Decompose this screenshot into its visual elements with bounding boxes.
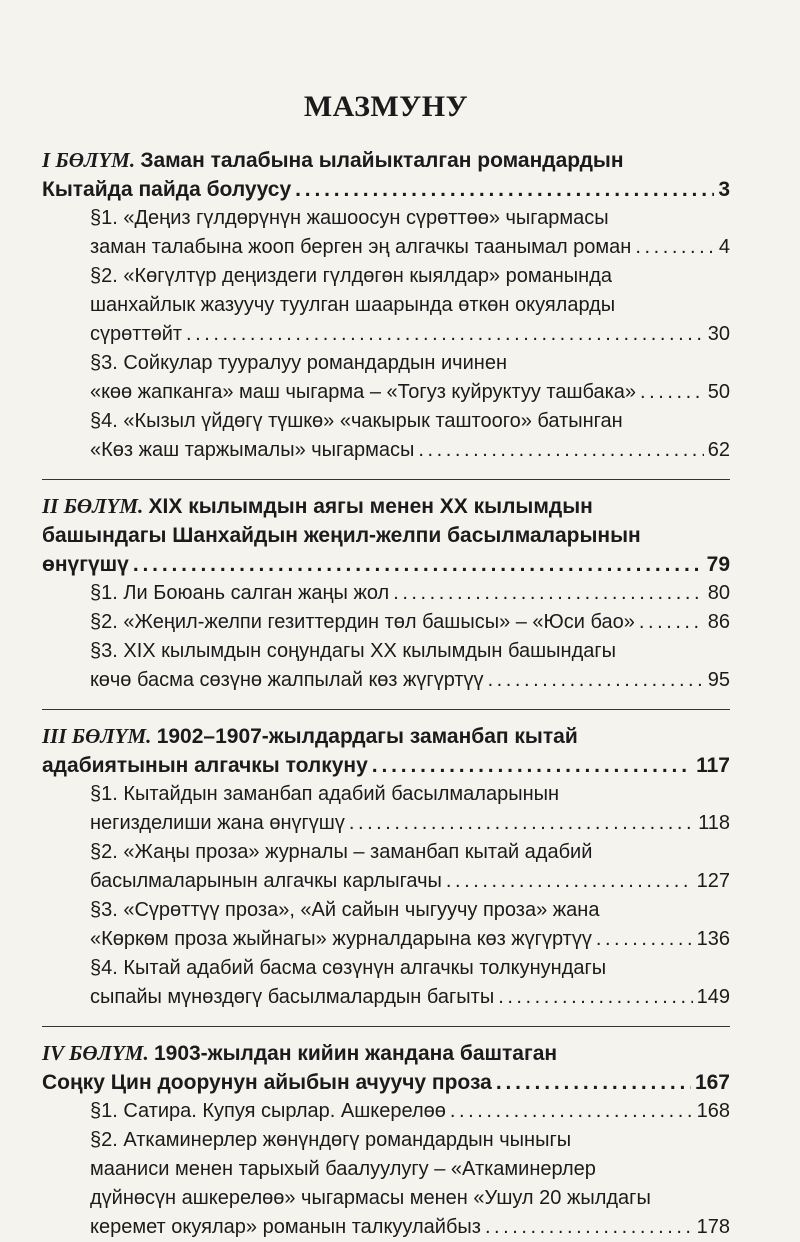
chapter-title-line: I БӨЛҮМ. Заман талабына ылайыкталган романдардын — [42, 148, 624, 172]
toc-entry[interactable] — [90, 1097, 730, 1126]
toc-entry[interactable] — [90, 349, 730, 407]
chapter-section — [42, 722, 730, 1012]
dot-leader — [596, 925, 693, 954]
entry-page-number: 95 — [707, 669, 730, 691]
chapter-title-line: өнүгүшү — [42, 553, 129, 576]
section-list — [42, 1097, 730, 1242]
entry-page-number: 136 — [696, 928, 730, 950]
dot-leader — [186, 320, 704, 349]
leader-line — [90, 809, 730, 838]
toc-entry[interactable] — [90, 262, 730, 349]
entry-text-line: §4. «Кызыл үйдөгү түшкө» «чакырык таштоого» батынган — [90, 410, 623, 432]
entry-page-number: 178 — [696, 1216, 730, 1238]
dot-leader — [349, 809, 694, 838]
leader-line — [90, 436, 730, 465]
dot-leader — [418, 436, 703, 465]
entry-text-line: дүйнөсүн ашкерелөө» чыгармасы менен «Ушул 20 жылдагы — [90, 1187, 651, 1209]
dot-leader — [133, 550, 703, 579]
toc-entry[interactable] — [90, 637, 730, 695]
dot-leader — [450, 1097, 693, 1126]
toc-entry[interactable] — [90, 780, 730, 838]
leader-line — [90, 608, 730, 637]
chapter-title-line: адабиятынын алгачкы толкуну — [42, 754, 368, 777]
entry-text-line: «Көркөм проза жыйнагы» журналдарына көз жүгүртүү — [90, 928, 592, 950]
entry-page-number: 86 — [707, 611, 730, 633]
chapter-divider — [42, 1026, 730, 1027]
entry-text-line: сыпайы мүнөздөгү басылмалардын багыты — [90, 986, 495, 1008]
chapter-number: I БӨЛҮМ. — [42, 148, 141, 172]
entry-text-line: негизделиши жана өнүгүшү — [90, 812, 345, 834]
entry-text-line: §2. «Көгүлтүр деңиздеги гүлдөгөн кыялдар» романында — [90, 265, 612, 287]
entry-page-number: 50 — [707, 381, 730, 403]
dot-leader — [639, 608, 704, 637]
leader-line — [42, 550, 730, 579]
entry-text-line: керемет окуялар» романын талкуулайбыз — [90, 1216, 481, 1238]
chapter-section — [42, 492, 730, 695]
entry-page-number: 168 — [696, 1100, 730, 1122]
entry-text-line: §1. Кытайдын заманбап адабий басылмаларынын — [90, 783, 560, 805]
entry-page-number: 4 — [718, 236, 730, 258]
toc-entry[interactable] — [90, 838, 730, 896]
chapter-number: III БӨЛҮМ. — [42, 724, 157, 748]
dot-leader — [295, 175, 714, 204]
entry-text-line: сүрөттөйт — [90, 323, 183, 345]
chapter-number: II БӨЛҮМ. — [42, 494, 149, 518]
entry-text-line: §2. «Жеңил-желпи гезиттердин төл башысы» – «Юси бао» — [90, 611, 635, 633]
chapter-section — [42, 146, 730, 465]
toc-entry[interactable] — [90, 579, 730, 608]
toc-entry[interactable] — [90, 896, 730, 954]
entry-text-line: §4. Кытай адабий басма сөзүнүн алгачкы толкунундагы — [90, 957, 607, 979]
entry-page-number: 127 — [696, 870, 730, 892]
dot-leader — [496, 1068, 691, 1097]
leader-line — [90, 579, 730, 608]
entry-text-line: басылмаларынын алгачкы карлыгачы — [90, 870, 442, 892]
leader-line — [90, 1213, 730, 1242]
table-of-contents — [42, 146, 730, 1242]
dot-leader — [488, 666, 704, 695]
chapter-title-line: III БӨЛҮМ. 1902–1907-жылдардагы заманбап кытай — [42, 724, 578, 748]
chapter-number: IV БӨЛҮМ. — [42, 1041, 154, 1065]
entry-text-line: мааниси менен тарыхый баалуулугу – «Аткаминерлер — [90, 1158, 596, 1180]
entry-page-number: 80 — [707, 582, 730, 604]
chapter-section — [42, 1039, 730, 1242]
entry-page-number: 30 — [707, 323, 730, 345]
dot-leader — [446, 867, 693, 896]
entry-text-line: көчө басма сөзүнө жалпылай көз жүгүртүү — [90, 669, 484, 691]
leader-line — [90, 983, 730, 1012]
page-title: МАЗМУНУ — [303, 90, 469, 123]
toc-entry[interactable] — [90, 608, 730, 637]
entry-text-line: «көө жапканга» маш чыгарма – «Тогуз куйруктуу ташбака» — [90, 381, 637, 403]
toc-entry[interactable] — [90, 204, 730, 262]
leader-line — [90, 1097, 730, 1126]
chapter-divider — [42, 479, 730, 480]
leader-line — [90, 925, 730, 954]
chapter-page-number: 3 — [718, 178, 730, 201]
chapter-page-number: 167 — [694, 1071, 730, 1094]
entry-text-line: §3. XIX кылымдын соңундагы XX кылымдын башындагы — [90, 640, 617, 662]
section-list — [42, 579, 730, 695]
entry-text-line: §1. Сатира. Купуя сырлар. Ашкерелөө — [90, 1100, 446, 1122]
chapter-title-line: башындагы Шанхайдын жеңил-желпи басылмаларынын — [42, 524, 641, 547]
entry-text-line: заман талабына жооп берген эң алгачкы таанымал роман — [90, 236, 632, 258]
entry-page-number: 149 — [696, 986, 730, 1008]
chapter-title-line: Соңку Цин доорунун айыбын ачуучу проза — [42, 1071, 492, 1094]
leader-line — [90, 666, 730, 695]
entry-text-line: §3. «Сүрөттүү проза», «Ай сайын чыгуучу проза» жана — [90, 899, 600, 921]
dot-leader — [635, 233, 715, 262]
entry-text-line: «Көз жаш таржымалы» чыгармасы — [90, 439, 415, 461]
entry-page-number: 118 — [698, 812, 730, 834]
chapter-title-line: IV БӨЛҮМ. 1903-жылдан кийин жандана баштаган — [42, 1041, 558, 1065]
toc-entry[interactable] — [90, 954, 730, 1012]
leader-line — [42, 751, 730, 780]
entry-text-line: §1. Ли Боюань салган жаңы жол — [90, 582, 390, 604]
toc-entry[interactable] — [90, 1126, 730, 1242]
chapter-title-line: II БӨЛҮМ. XIX кылымдын аягы менен XX кылымдын — [42, 494, 593, 518]
toc-entry[interactable] — [90, 407, 730, 465]
chapter-page-number: 117 — [696, 754, 730, 777]
dot-leader — [372, 751, 692, 780]
leader-line — [42, 1068, 730, 1097]
entry-text-line: §2. «Жаңы проза» журналы – заманбап кытай адабий — [90, 841, 593, 863]
entry-text-line: §3. Сойкулар тууралуу романдардын ичинен — [90, 352, 507, 374]
chapter-title-line: Кытайда пайда болуусу — [42, 178, 292, 201]
dot-leader — [498, 983, 692, 1012]
leader-line — [90, 320, 730, 349]
leader-line — [90, 233, 730, 262]
chapter-divider — [42, 709, 730, 710]
entry-text-line: §1. «Деңиз гүлдөрүнүн жашоосун сүрөттөө» чыгармасы — [90, 207, 609, 229]
leader-line — [90, 867, 730, 896]
dot-leader — [485, 1213, 693, 1242]
section-list — [42, 204, 730, 465]
chapter-page-number: 79 — [706, 553, 730, 576]
dot-leader — [393, 579, 704, 608]
leader-line — [90, 378, 730, 407]
entry-page-number: 62 — [707, 439, 730, 461]
dot-leader — [640, 378, 704, 407]
leader-line — [42, 175, 730, 204]
entry-text-line: шанхайлык жазуучу туулган шаарында өткөн окуяларды — [90, 294, 616, 316]
section-list — [42, 780, 730, 1012]
entry-text-line: §2. Аткаминерлер жөнүндөгү романдардын чыныгы — [90, 1129, 572, 1151]
